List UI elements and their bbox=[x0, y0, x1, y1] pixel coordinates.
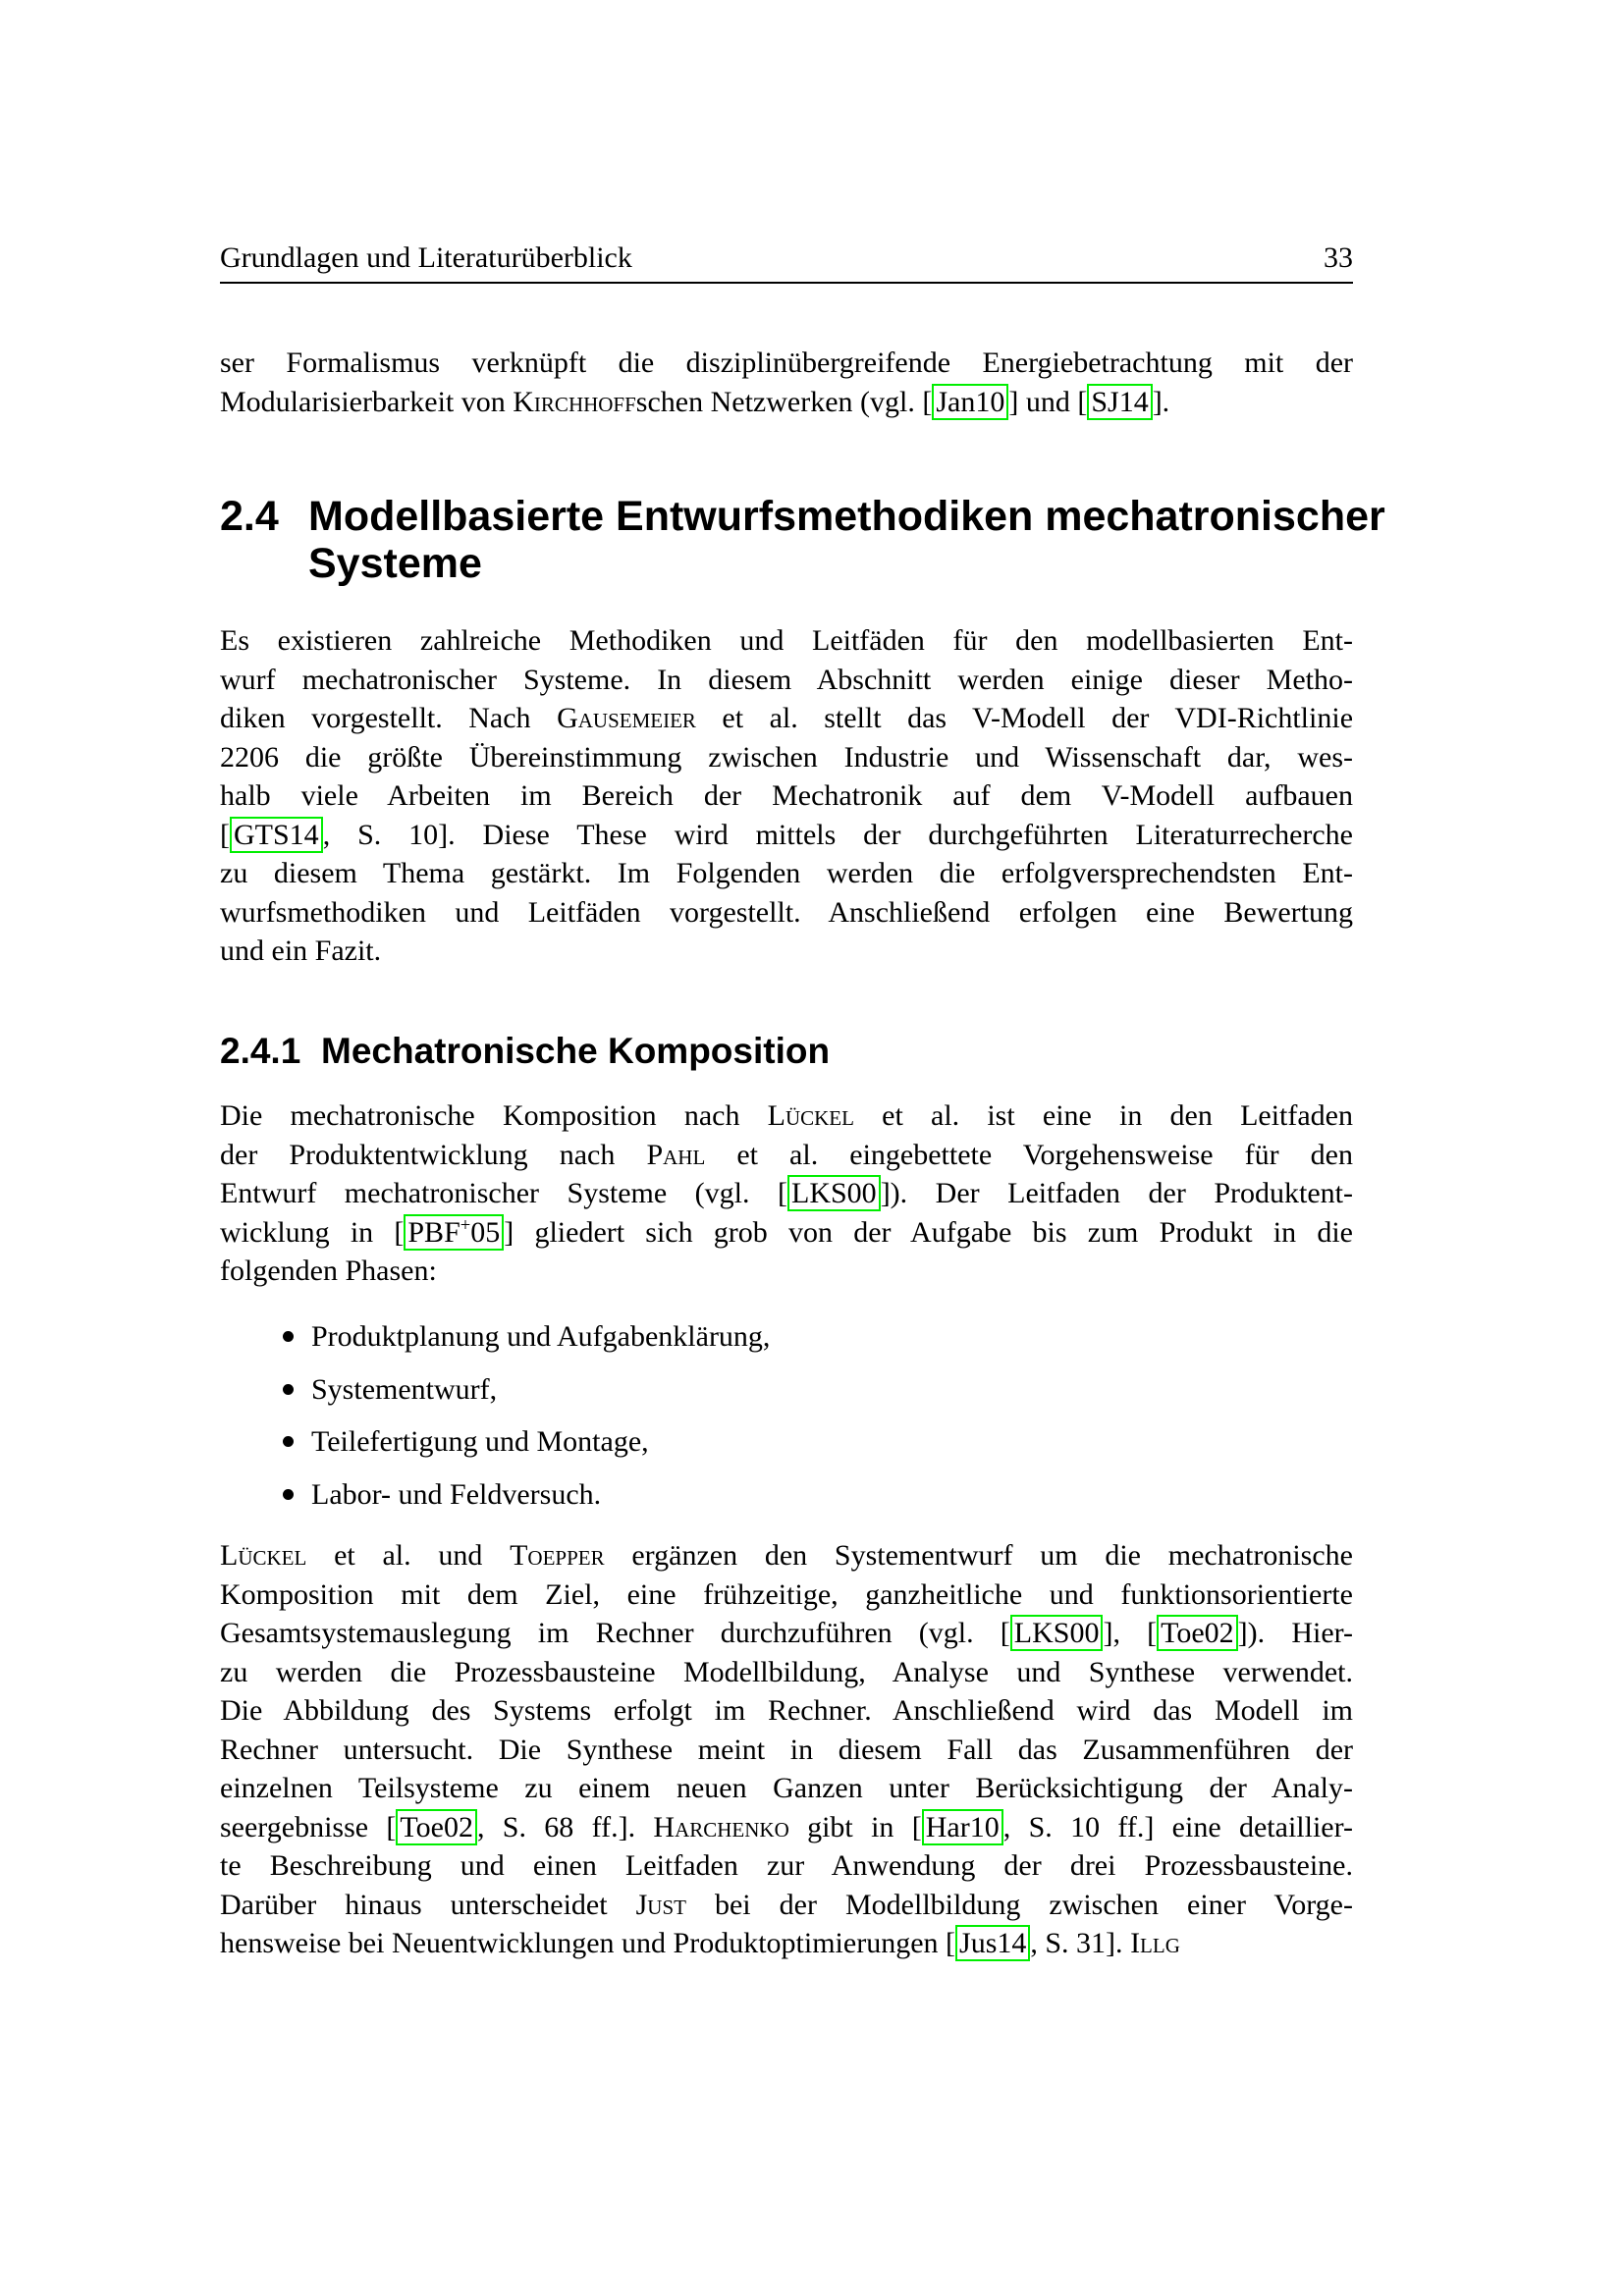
citation-link[interactable]: Toe02 bbox=[396, 1809, 477, 1845]
text-line: Die Abbildung des Systems erfolgt im Rechner. Anschließend wird das Modell im bbox=[220, 1694, 1353, 1727]
list-item: Produktplanung und Aufgabenklärung, bbox=[220, 1317, 1353, 1357]
running-header bbox=[220, 241, 1353, 284]
text-line: zu diesem Thema gestärkt. Im Folgenden werden die erfolgversprechendsten Ent- bbox=[220, 857, 1353, 889]
person-name-smallcaps: Toepper bbox=[510, 1539, 605, 1572]
paragraph-section-intro bbox=[220, 621, 1353, 971]
text-line: Darüber hinaus unterscheidet Just bei der Modellbildung zwischen einer Vorge- bbox=[220, 1888, 1353, 1921]
text-line: halb viele Arbeiten im Bereich der Mechatronik auf dem V-Modell aufbauen bbox=[220, 779, 1353, 812]
section-number: 2.4 bbox=[220, 493, 279, 540]
text-line: Gesamtsystemauslegung im Rechner durchzuführen (vgl. [ LKS00 ], [ Toe02 ]). Hier- bbox=[220, 1617, 1354, 1649]
text-line: Rechner untersucht. Die Synthese meint in diesem Fall das Zusammenführen der bbox=[220, 1733, 1353, 1766]
text-line: Modularisierbarkeit von Kirchhoffschen Netzwerken (vgl. [ Jan10 ] und [ SJ14 ]. bbox=[220, 385, 1170, 418]
text-line: Systeme bbox=[308, 540, 482, 587]
text-line: wurfsmethodiken und Leitfäden vorgestellt. Anschließend erfolgen eine Bewertung bbox=[220, 895, 1353, 929]
citation-link[interactable]: LKS00 bbox=[1010, 1615, 1104, 1651]
paragraph-lueckel-toepper bbox=[220, 1536, 1353, 1963]
running-title: Grundlagen und Literaturüberblick bbox=[220, 241, 632, 274]
text-line: diken vorgestellt. Nach Gausemeier et al. stellt das V-Modell der VDI-Richtlinie bbox=[220, 702, 1354, 734]
text-line: Lückel et al. und Toepper ergänzen den Systementwurf um die mechatronische bbox=[220, 1539, 1353, 1572]
page-number: 33 bbox=[1324, 241, 1353, 274]
paragraph-komposition bbox=[220, 1096, 1353, 1291]
subsection-heading bbox=[220, 1032, 1454, 1071]
subsection-title: Mechatronische Komposition bbox=[321, 1031, 831, 1071]
person-name-smallcaps: Lückel bbox=[220, 1539, 307, 1572]
text-line: wicklung in [ PBF+05 ] gliedert sich grob von der Aufgabe bis zum Produkt in die bbox=[220, 1214, 1353, 1249]
text-line: Komposition mit dem Ziel, eine frühzeitige, ganzheitliche und funktionsorientierte bbox=[220, 1577, 1353, 1611]
text-line: Entwurf mechatronischer Systeme (vgl. [ LKS00 ]). Der Leitfaden der Produktent- bbox=[220, 1177, 1353, 1209]
text-line: folgenden Phasen: bbox=[220, 1255, 437, 1287]
citation-link[interactable]: Jan10 bbox=[932, 384, 1008, 420]
paragraph-continuation bbox=[220, 344, 1353, 421]
list-item: Systementwurf, bbox=[220, 1370, 1353, 1410]
citation-link[interactable]: SJ14 bbox=[1087, 384, 1152, 420]
person-name-smallcaps: Kirchhoff bbox=[513, 385, 636, 418]
text-line: der Produktentwicklung nach Pahl et al. eingebettete Vorgehensweise für den bbox=[220, 1138, 1353, 1171]
citation-link[interactable]: Har10 bbox=[922, 1809, 1003, 1845]
text-line: zu werden die Prozessbausteine Modellbildung, Analyse und Synthese verwendet. bbox=[220, 1655, 1353, 1688]
person-name-smallcaps: Harchenko bbox=[653, 1810, 789, 1843]
list-item: Labor- und Feldversuch. bbox=[220, 1475, 1353, 1515]
section-heading bbox=[220, 493, 1441, 587]
text-line: ser Formalismus verknüpft die disziplinübergreifende Energiebetrachtung mit der bbox=[220, 347, 1353, 379]
phase-bullet-list bbox=[220, 1317, 1353, 1527]
person-name-smallcaps: Pahl bbox=[646, 1138, 706, 1171]
text-line: 2206 die größte Übereinstimmung zwischen Industrie und Wissenschaft dar, wes- bbox=[220, 740, 1353, 774]
text-line: [ GTS14 , S. 10]. Diese These wird mittels der durchgeführten Literaturrecherche bbox=[220, 818, 1353, 851]
text-line: einzelnen Teilsysteme zu einem neuen Ganzen unter Berücksichtigung der Analy- bbox=[220, 1772, 1353, 1804]
citation-link[interactable]: GTS14 bbox=[230, 817, 323, 853]
person-name-smallcaps: Lückel bbox=[767, 1099, 854, 1132]
person-name-smallcaps: Gausemeier bbox=[557, 702, 696, 734]
section-title bbox=[308, 493, 1441, 587]
text-line: te Beschreibung und einen Leitfaden zur Anwendung der drei Prozessbausteine. bbox=[220, 1849, 1353, 1882]
subsection-number: 2.4.1 bbox=[220, 1031, 301, 1071]
text-line: Es existieren zahlreiche Methodiken und Leitfäden für den modellbasierten Ent- bbox=[220, 624, 1353, 657]
citation-link[interactable]: Jus14 bbox=[955, 1925, 1030, 1961]
citation-link[interactable]: Toe02 bbox=[1157, 1615, 1238, 1651]
citation-link[interactable]: PBF+05 bbox=[404, 1214, 504, 1251]
text-line: wurf mechatronischer Systeme. In diesem Abschnitt werden einige dieser Metho- bbox=[220, 663, 1353, 696]
text-line: und ein Fazit. bbox=[220, 934, 382, 967]
list-item: Teilefertigung und Montage, bbox=[220, 1422, 1353, 1462]
text-line: Die mechatronische Komposition nach Lückel et al. ist eine in den Leitfaden bbox=[220, 1099, 1353, 1132]
person-name-smallcaps: Just bbox=[635, 1888, 686, 1921]
text-line: hensweise bei Neuentwicklungen und Produktoptimierungen [ Jus14 , S. 31]. Illg bbox=[220, 1927, 1180, 1959]
text-line: seergebnisse [ Toe02 , S. 68 ff.]. Harchenko gibt in [ Har10 , S. 10 ff.] eine detaillier- bbox=[220, 1810, 1353, 1843]
text-line: Modellbasierte Entwurfsmethodiken mechatronischer bbox=[308, 493, 1385, 540]
citation-link[interactable]: LKS00 bbox=[787, 1175, 881, 1211]
person-name-smallcaps: Illg bbox=[1130, 1927, 1180, 1959]
